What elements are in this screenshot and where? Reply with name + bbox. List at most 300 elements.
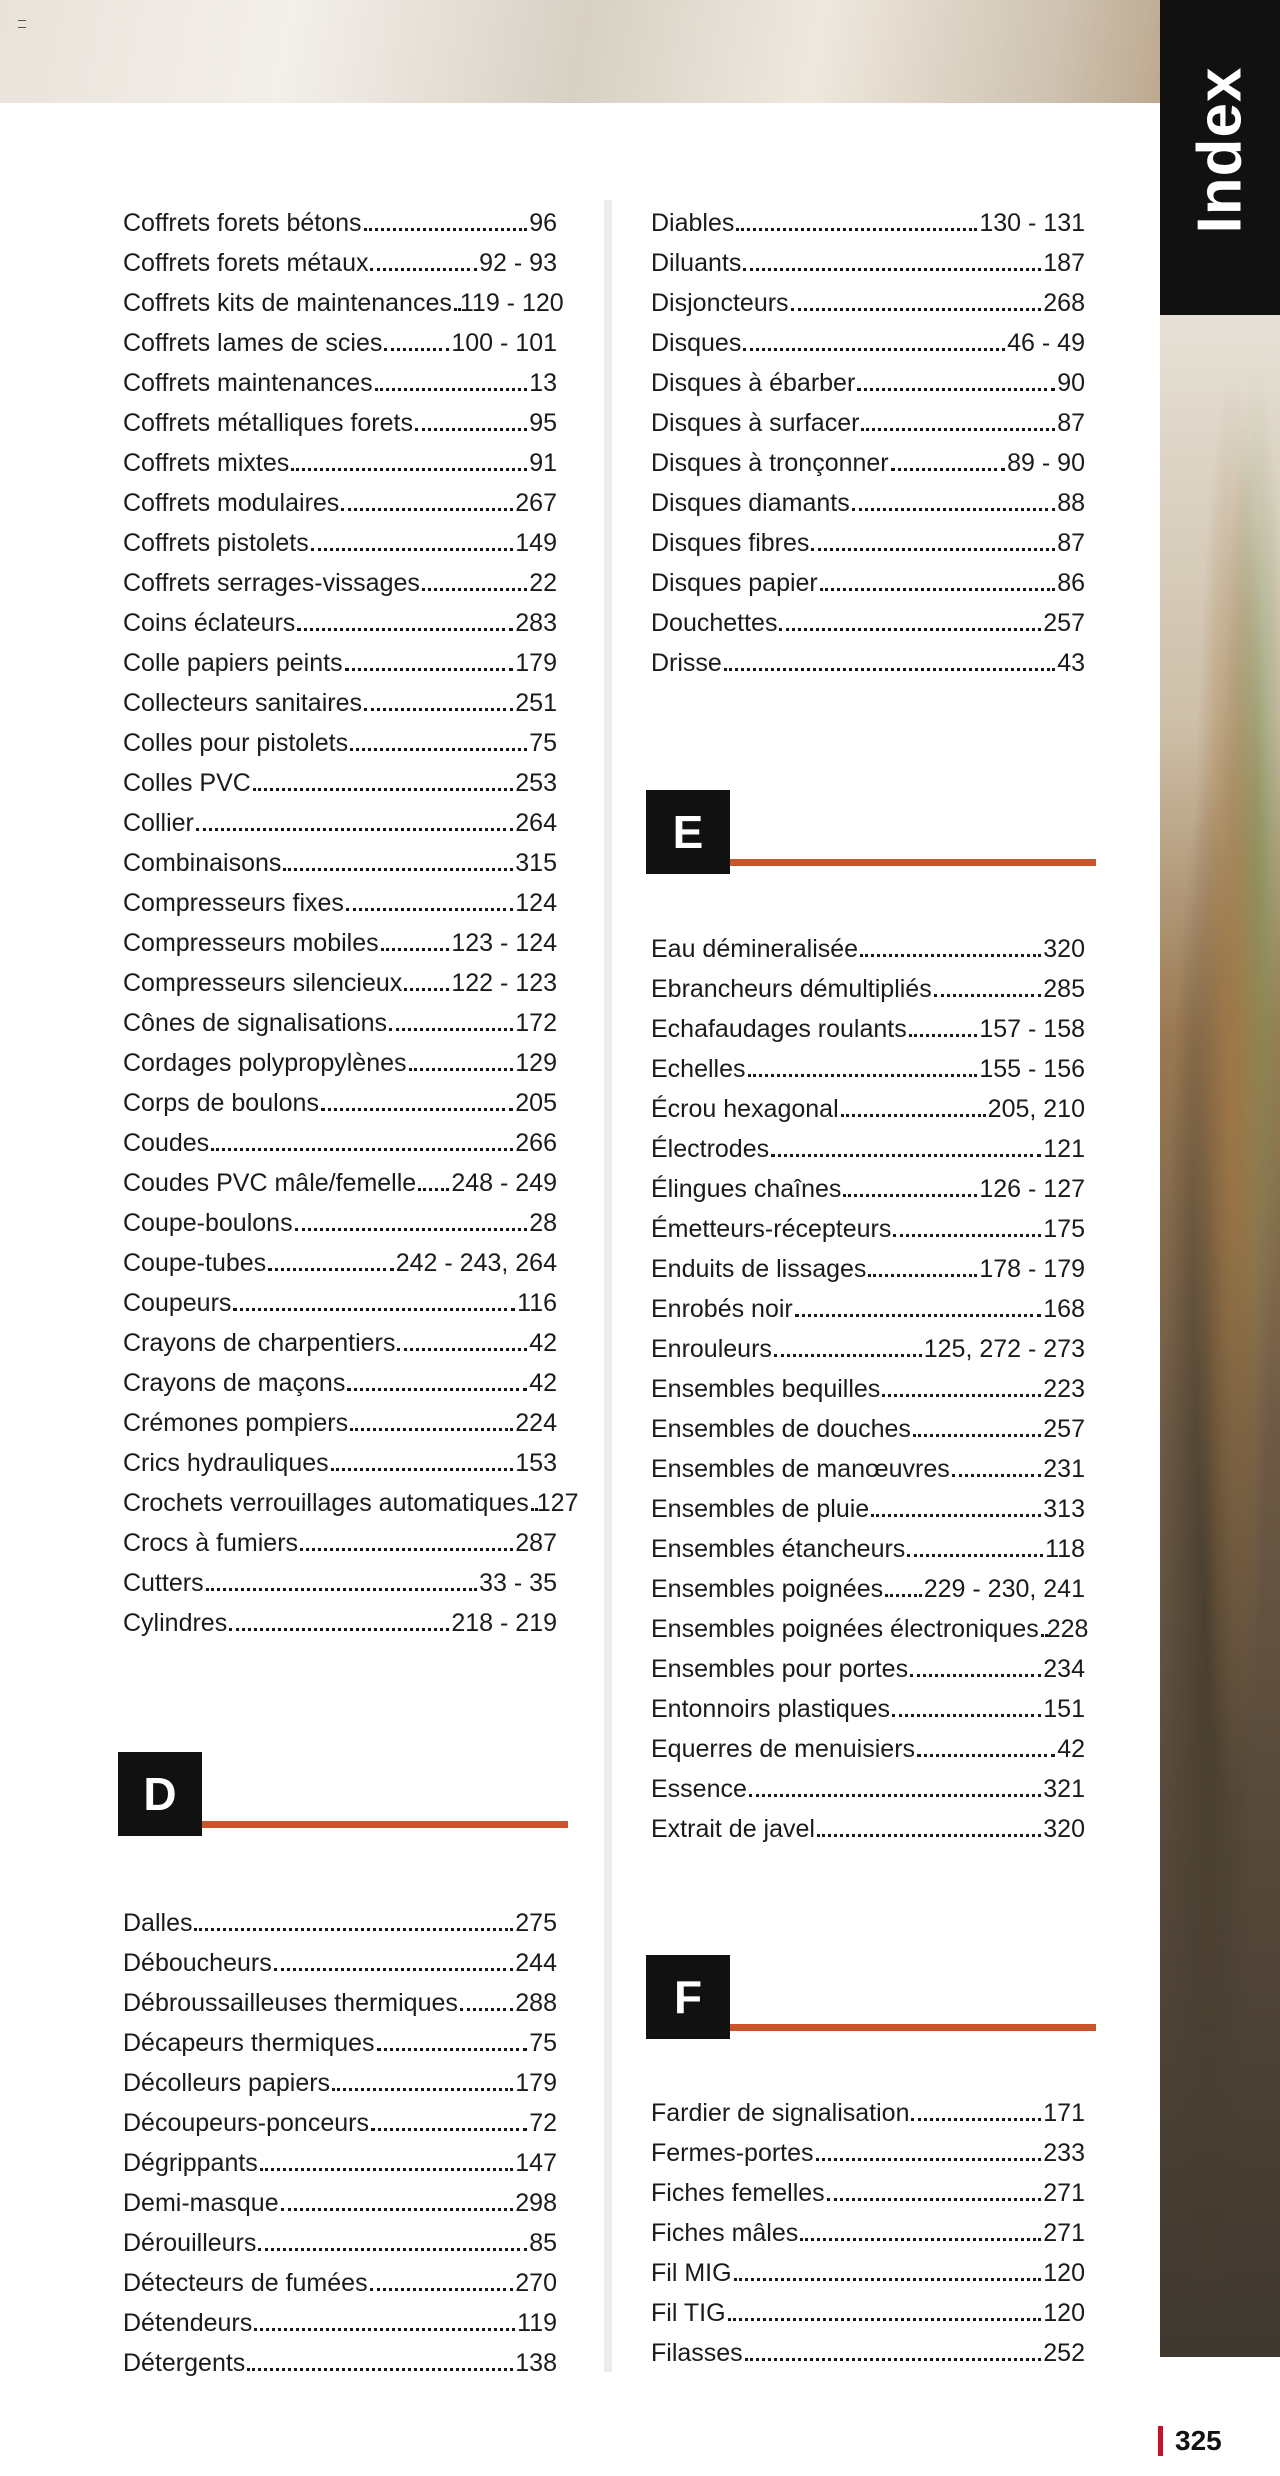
entry-pages: 287 bbox=[515, 1529, 557, 1557]
entry-term: Cordages polypropylènes bbox=[123, 1049, 407, 1077]
entry-term: Coffrets maintenances bbox=[123, 369, 373, 397]
entry-term: Entonnoirs plastiques bbox=[651, 1695, 891, 1723]
entry-pages: 168 bbox=[1043, 1295, 1085, 1323]
section-rule bbox=[730, 2024, 1096, 2031]
entry-term: Collecteurs sanitaires bbox=[123, 689, 362, 717]
entry-pages: 231 bbox=[1043, 1455, 1085, 1483]
dot-leader bbox=[891, 468, 1006, 471]
entry-pages: 266 bbox=[515, 1129, 557, 1157]
entry-term: Cônes de signalisations bbox=[123, 1009, 388, 1037]
entry-pages: 121 bbox=[1043, 1135, 1085, 1163]
entry-pages: 205 bbox=[515, 1089, 557, 1117]
entry-pages: 275 bbox=[515, 1909, 557, 1937]
entry-term: Fil TIG bbox=[651, 2299, 726, 2327]
dot-leader bbox=[774, 1354, 922, 1357]
index-entry bbox=[651, 637, 1085, 677]
index-entry bbox=[123, 1437, 557, 1477]
index-entry bbox=[651, 477, 1085, 517]
dot-leader bbox=[258, 2248, 527, 2251]
entry-term: Disques diamants bbox=[651, 489, 850, 517]
dot-leader bbox=[861, 428, 1055, 431]
index-tab-label: Index bbox=[1185, 66, 1255, 234]
section-heading-e bbox=[646, 790, 1096, 874]
dot-leader bbox=[331, 1468, 514, 1471]
entry-pages: 85 bbox=[529, 2229, 557, 2257]
entry-list-f bbox=[651, 2087, 1085, 2367]
entry-term: Fardier de signalisation bbox=[651, 2099, 910, 2127]
entry-term: Enrobés noir bbox=[651, 1295, 793, 1323]
entry-term: Drisse bbox=[651, 649, 722, 677]
index-entry bbox=[651, 1203, 1085, 1243]
index-entry bbox=[123, 1557, 557, 1597]
entry-term: Fiches mâles bbox=[651, 2219, 799, 2247]
index-entry bbox=[123, 1237, 557, 1277]
index-entry bbox=[651, 1803, 1085, 1843]
entry-list-d-right bbox=[651, 197, 1085, 677]
entry-pages: 88 bbox=[1057, 489, 1085, 517]
entry-pages: 223 bbox=[1043, 1375, 1085, 1403]
entry-term: Dalles bbox=[123, 1909, 193, 1937]
entry-term: Disques à surfacer bbox=[651, 409, 860, 437]
entry-term: Fermes-portes bbox=[651, 2139, 814, 2167]
entry-term: Ensembles bequilles bbox=[651, 1375, 881, 1403]
entry-term: Détendeurs bbox=[123, 2309, 253, 2337]
entry-term: Combinaisons bbox=[123, 849, 282, 877]
section-letter-d: D bbox=[118, 1752, 202, 1836]
index-entry bbox=[651, 197, 1085, 237]
entry-term: Coffrets serrages-vissages bbox=[123, 569, 420, 597]
index-entry bbox=[651, 1043, 1085, 1083]
entry-pages: 46 - 49 bbox=[1007, 329, 1085, 357]
dot-leader bbox=[254, 2328, 515, 2331]
entry-term: Crayons de maçons bbox=[123, 1369, 346, 1397]
entry-term: Ensembles poignées électroniques bbox=[651, 1615, 1039, 1643]
entry-pages: 127 bbox=[536, 1489, 579, 1517]
entry-term: Coudes bbox=[123, 1129, 210, 1157]
section-rule bbox=[730, 859, 1096, 866]
dot-leader bbox=[857, 388, 1055, 391]
dot-leader bbox=[791, 308, 1042, 311]
dot-leader bbox=[364, 708, 513, 711]
entry-term: Colles pour pistolets bbox=[123, 729, 349, 757]
entry-term: Ensembles pour portes bbox=[651, 1655, 909, 1683]
index-entry bbox=[651, 1123, 1085, 1163]
dot-leader bbox=[415, 428, 527, 431]
dot-leader bbox=[364, 228, 528, 231]
index-entry bbox=[123, 957, 557, 997]
entry-pages: 271 bbox=[1043, 2179, 1085, 2207]
entry-term: Déboucheurs bbox=[123, 1949, 272, 1977]
entry-term: Diables bbox=[651, 209, 735, 237]
index-entry bbox=[651, 1163, 1085, 1203]
entry-pages: 175 bbox=[1043, 1215, 1085, 1243]
dot-leader bbox=[734, 2278, 1042, 2281]
entry-list-e bbox=[651, 923, 1089, 1843]
entry-pages: 242 - 243, 264 bbox=[395, 1249, 557, 1277]
entry-pages: 233 bbox=[1043, 2139, 1085, 2167]
index-entry bbox=[651, 1443, 1085, 1483]
index-entry bbox=[651, 1283, 1085, 1323]
entry-term: Coupe-boulons bbox=[123, 1209, 293, 1237]
dot-leader bbox=[384, 348, 449, 351]
entry-term: Crocs à fumiers bbox=[123, 1529, 299, 1557]
dot-leader bbox=[274, 1968, 514, 1971]
dot-leader bbox=[728, 2318, 1042, 2321]
dot-leader bbox=[911, 2118, 1041, 2121]
dot-leader bbox=[952, 1474, 1042, 1477]
entry-term: Émetteurs-récepteurs bbox=[651, 1215, 892, 1243]
index-entry bbox=[123, 797, 557, 837]
entry-pages: 119 - 120 bbox=[459, 289, 564, 317]
index-entry bbox=[651, 2327, 1085, 2367]
entry-pages: 320 bbox=[1043, 935, 1085, 963]
entry-term: Ensembles poignées bbox=[651, 1575, 884, 1603]
entry-term: Compresseurs fixes bbox=[123, 889, 344, 917]
dot-leader bbox=[743, 268, 1041, 271]
entry-pages: 92 - 93 bbox=[479, 249, 557, 277]
entry-term: Décapeurs thermiques bbox=[123, 2029, 375, 2057]
index-entry bbox=[123, 317, 557, 357]
dot-leader bbox=[749, 1794, 1041, 1797]
entry-pages: 270 bbox=[515, 2269, 557, 2297]
dot-leader bbox=[885, 1594, 922, 1597]
entry-pages: 147 bbox=[515, 2149, 557, 2177]
entry-term: Ensembles de douches bbox=[651, 1415, 911, 1443]
entry-term: Écrou hexagonal bbox=[651, 1095, 839, 1123]
index-entry bbox=[651, 2087, 1085, 2127]
entry-term: Crochets verrouillages automatiques bbox=[123, 1489, 529, 1517]
index-entry bbox=[651, 2207, 1085, 2247]
index-column-left bbox=[123, 197, 579, 1637]
entry-term: Collier bbox=[123, 809, 194, 837]
dot-leader bbox=[347, 1388, 527, 1391]
entry-pages: 75 bbox=[529, 729, 557, 757]
index-entry bbox=[123, 717, 557, 757]
entry-term: Coffrets pistolets bbox=[123, 529, 309, 557]
entry-pages: 116 bbox=[517, 1289, 557, 1317]
dot-leader bbox=[724, 668, 1055, 671]
entry-term: Débroussailleuses thermiques bbox=[123, 1989, 458, 2017]
index-entry bbox=[651, 963, 1085, 1003]
dot-leader bbox=[795, 1314, 1042, 1317]
index-entry bbox=[651, 237, 1085, 277]
entry-term: Filasses bbox=[651, 2339, 743, 2367]
dot-leader bbox=[422, 588, 527, 591]
index-entry bbox=[123, 637, 557, 677]
index-entry bbox=[123, 1197, 557, 1237]
index-entry bbox=[651, 2127, 1085, 2167]
entry-term: Cylindres bbox=[123, 1609, 228, 1637]
index-column-right-f bbox=[651, 2087, 1085, 2367]
index-entry bbox=[651, 397, 1085, 437]
dot-leader bbox=[418, 1188, 449, 1191]
index-entry bbox=[123, 517, 557, 557]
entry-pages: 218 - 219 bbox=[451, 1609, 557, 1637]
entry-pages: 205, 210 bbox=[987, 1095, 1085, 1123]
dot-leader bbox=[913, 1434, 1041, 1437]
entry-term: Extrait de javel bbox=[651, 1815, 815, 1843]
index-entry bbox=[123, 1117, 557, 1157]
dot-leader bbox=[300, 1548, 513, 1551]
index-entry bbox=[651, 357, 1085, 397]
entry-term: Compresseurs silencieux bbox=[123, 969, 403, 997]
entry-pages: 264 bbox=[515, 809, 557, 837]
entry-term: Crayons de charpentiers bbox=[123, 1329, 396, 1357]
dot-leader bbox=[341, 508, 513, 511]
index-entry bbox=[123, 1397, 557, 1437]
dot-leader bbox=[370, 268, 477, 271]
entry-term: Demi-masque bbox=[123, 2189, 279, 2217]
index-entry bbox=[651, 277, 1085, 317]
dot-leader bbox=[934, 994, 1042, 997]
index-entry bbox=[651, 1563, 1085, 1603]
index-entry bbox=[651, 1763, 1085, 1803]
index-entry bbox=[123, 1037, 557, 1077]
index-entry bbox=[651, 437, 1085, 477]
section-heading-f bbox=[646, 1955, 1096, 2039]
index-entry bbox=[123, 997, 557, 1037]
index-entry bbox=[123, 877, 557, 917]
index-entry bbox=[123, 2017, 557, 2057]
entry-term: Equerres de menuisiers bbox=[651, 1735, 916, 1763]
entry-term: Disques à tronçonner bbox=[651, 449, 889, 477]
index-entry bbox=[123, 677, 557, 717]
index-entry bbox=[123, 2297, 557, 2337]
entry-pages: 118 bbox=[1045, 1535, 1085, 1563]
index-entry bbox=[123, 1077, 557, 1117]
dot-leader bbox=[860, 954, 1041, 957]
index-column-right bbox=[651, 197, 1085, 677]
index-entry bbox=[123, 2217, 557, 2257]
index-entry bbox=[123, 597, 557, 637]
entry-pages: 313 bbox=[1043, 1495, 1085, 1523]
entry-pages: 257 bbox=[1043, 609, 1085, 637]
entry-term: Coupeurs bbox=[123, 1289, 232, 1317]
entry-pages: 248 - 249 bbox=[451, 1169, 557, 1197]
index-column-left-d bbox=[123, 1897, 557, 2377]
dot-leader bbox=[743, 348, 1005, 351]
index-entry bbox=[123, 1477, 579, 1517]
index-entry bbox=[123, 1317, 557, 1357]
dot-leader bbox=[281, 2208, 514, 2211]
index-entry bbox=[123, 2337, 557, 2377]
dot-leader bbox=[332, 2088, 513, 2091]
entry-pages: 43 bbox=[1057, 649, 1085, 677]
entry-term: Coffrets forets métaux bbox=[123, 249, 369, 277]
index-column-right-e bbox=[651, 923, 1089, 1843]
entry-term: Coffrets kits de maintenances bbox=[123, 289, 452, 317]
dot-leader bbox=[745, 2358, 1042, 2361]
dot-leader bbox=[909, 1034, 978, 1037]
index-entry bbox=[123, 2097, 557, 2137]
entry-pages: 22 bbox=[529, 569, 557, 597]
dot-leader bbox=[800, 2238, 1041, 2241]
dot-leader bbox=[397, 1348, 527, 1351]
dot-leader bbox=[229, 1628, 449, 1631]
entry-term: Eau démineralisée bbox=[651, 935, 859, 963]
entry-pages: 138 bbox=[515, 2349, 557, 2377]
entry-pages: 33 - 35 bbox=[479, 1569, 557, 1597]
entry-term: Découpeurs-ponceurs bbox=[123, 2109, 369, 2137]
entry-term: Crémones pompiers bbox=[123, 1409, 349, 1437]
entry-pages: 120 bbox=[1043, 2299, 1085, 2327]
dot-leader bbox=[892, 1714, 1041, 1717]
entry-term: Coins éclateurs bbox=[123, 609, 296, 637]
dot-leader bbox=[233, 1308, 515, 1311]
index-entry bbox=[123, 2057, 557, 2097]
index-entry bbox=[123, 2257, 557, 2297]
dot-leader bbox=[910, 1674, 1041, 1677]
entry-pages: 268 bbox=[1043, 289, 1085, 317]
entry-pages: 253 bbox=[515, 769, 557, 797]
dot-leader bbox=[868, 1274, 977, 1277]
entry-term: Compresseurs mobiles bbox=[123, 929, 379, 957]
index-entry bbox=[123, 1277, 557, 1317]
index-entry bbox=[651, 1363, 1085, 1403]
index-entry bbox=[651, 1243, 1085, 1283]
index-entry bbox=[651, 1723, 1085, 1763]
entry-pages: 91 bbox=[529, 449, 557, 477]
entry-term: Fiches femelles bbox=[651, 2179, 825, 2207]
entry-pages: 285 bbox=[1043, 975, 1085, 1003]
entry-pages: 87 bbox=[1057, 409, 1085, 437]
dot-leader bbox=[779, 628, 1041, 631]
entry-term: Colles PVC bbox=[123, 769, 251, 797]
entry-pages: 234 bbox=[1043, 1655, 1085, 1683]
entry-list-c bbox=[123, 197, 579, 1637]
entry-pages: 298 bbox=[515, 2189, 557, 2217]
dot-leader bbox=[260, 2168, 513, 2171]
section-letter-f: F bbox=[646, 1955, 730, 2039]
photo-detail bbox=[18, 20, 26, 28]
dot-leader bbox=[253, 788, 513, 791]
entry-pages: 283 bbox=[515, 609, 557, 637]
dot-leader bbox=[370, 2288, 514, 2291]
dot-leader bbox=[321, 1108, 513, 1111]
entry-term: Disjoncteurs bbox=[651, 289, 789, 317]
entry-term: Disques à ébarber bbox=[651, 369, 856, 397]
entry-pages: 153 bbox=[515, 1449, 557, 1477]
index-tab bbox=[1160, 0, 1280, 315]
entry-term: Ensembles étancheurs bbox=[651, 1535, 906, 1563]
dot-leader bbox=[748, 1074, 978, 1077]
entry-pages: 229 - 230, 241 bbox=[923, 1575, 1085, 1603]
dot-leader bbox=[346, 908, 513, 911]
entry-pages: 72 bbox=[529, 2109, 557, 2137]
entry-pages: 187 bbox=[1043, 249, 1085, 277]
dot-leader bbox=[817, 1834, 1041, 1837]
dot-leader bbox=[460, 2008, 513, 2011]
entry-pages: 288 bbox=[515, 1989, 557, 2017]
entry-pages: 86 bbox=[1057, 569, 1085, 597]
dot-leader bbox=[194, 1928, 513, 1931]
entry-term: Disques fibres bbox=[651, 529, 810, 557]
index-entry bbox=[123, 1517, 557, 1557]
entry-pages: 87 bbox=[1057, 529, 1085, 557]
entry-pages: 100 - 101 bbox=[451, 329, 557, 357]
entry-term: Dérouilleurs bbox=[123, 2229, 257, 2257]
index-entry bbox=[651, 2287, 1085, 2327]
entry-term: Douchettes bbox=[651, 609, 778, 637]
dot-leader bbox=[404, 988, 449, 991]
dot-leader bbox=[907, 1554, 1043, 1557]
index-entry bbox=[123, 197, 557, 237]
entry-pages: 179 bbox=[515, 649, 557, 677]
entry-pages: 171 bbox=[1043, 2099, 1085, 2127]
entry-pages: 271 bbox=[1043, 2219, 1085, 2247]
entry-pages: 149 bbox=[515, 529, 557, 557]
index-entry bbox=[123, 2177, 557, 2217]
entry-term: Corps de boulons bbox=[123, 1089, 319, 1117]
index-entry bbox=[123, 397, 557, 437]
index-entry bbox=[123, 837, 557, 877]
entry-pages: 89 - 90 bbox=[1007, 449, 1085, 477]
dot-leader bbox=[206, 1588, 478, 1591]
dot-leader bbox=[871, 1514, 1041, 1517]
entry-term: Enrouleurs bbox=[651, 1335, 772, 1363]
side-photo-strip bbox=[1160, 315, 1280, 2357]
dot-leader bbox=[297, 628, 513, 631]
dot-leader bbox=[311, 548, 514, 551]
dot-leader bbox=[268, 1268, 394, 1271]
index-entry bbox=[123, 757, 557, 797]
entry-pages: 151 bbox=[1043, 1695, 1085, 1723]
dot-leader bbox=[196, 828, 513, 831]
index-entry bbox=[651, 1323, 1085, 1363]
dot-leader bbox=[736, 228, 977, 231]
entry-pages: 123 - 124 bbox=[451, 929, 557, 957]
section-letter-e: E bbox=[646, 790, 730, 874]
dot-leader bbox=[820, 588, 1055, 591]
index-entry bbox=[123, 557, 557, 597]
entry-term: Diluants bbox=[651, 249, 742, 277]
entry-term: Essence bbox=[651, 1775, 747, 1803]
entry-term: Détecteurs de fumées bbox=[123, 2269, 368, 2297]
index-entry bbox=[123, 1977, 557, 2017]
dot-leader bbox=[811, 548, 1055, 551]
entry-term: Disques bbox=[651, 329, 742, 357]
index-entry bbox=[651, 557, 1085, 597]
entry-term: Ensembles de manœuvres bbox=[651, 1455, 950, 1483]
dot-leader bbox=[454, 308, 458, 311]
entry-term: Colle papiers peints bbox=[123, 649, 343, 677]
entry-pages: 95 bbox=[529, 409, 557, 437]
index-entry bbox=[123, 2137, 557, 2177]
entry-term: Fil MIG bbox=[651, 2259, 732, 2287]
entry-pages: 251 bbox=[515, 689, 557, 717]
entry-term: Dégrippants bbox=[123, 2149, 258, 2177]
dot-leader bbox=[291, 468, 527, 471]
entry-pages: 155 - 156 bbox=[979, 1055, 1085, 1083]
entry-pages: 42 bbox=[529, 1329, 557, 1357]
dot-leader bbox=[211, 1148, 513, 1151]
index-entry bbox=[651, 1683, 1085, 1723]
index-entry bbox=[651, 1003, 1085, 1043]
dot-leader bbox=[852, 508, 1055, 511]
index-entry bbox=[123, 477, 557, 517]
entry-term: Coffrets modulaires bbox=[123, 489, 340, 517]
entry-pages: 126 - 127 bbox=[979, 1175, 1085, 1203]
entry-term: Coffrets lames de scies bbox=[123, 329, 383, 357]
entry-pages: 224 bbox=[515, 1409, 557, 1437]
entry-pages: 75 bbox=[529, 2029, 557, 2057]
entry-term: Cutters bbox=[123, 1569, 204, 1597]
dot-leader bbox=[345, 668, 514, 671]
index-entry bbox=[651, 1083, 1085, 1123]
entry-pages: 252 bbox=[1043, 2339, 1085, 2367]
entry-pages: 178 - 179 bbox=[979, 1255, 1085, 1283]
dot-leader bbox=[771, 1154, 1041, 1157]
